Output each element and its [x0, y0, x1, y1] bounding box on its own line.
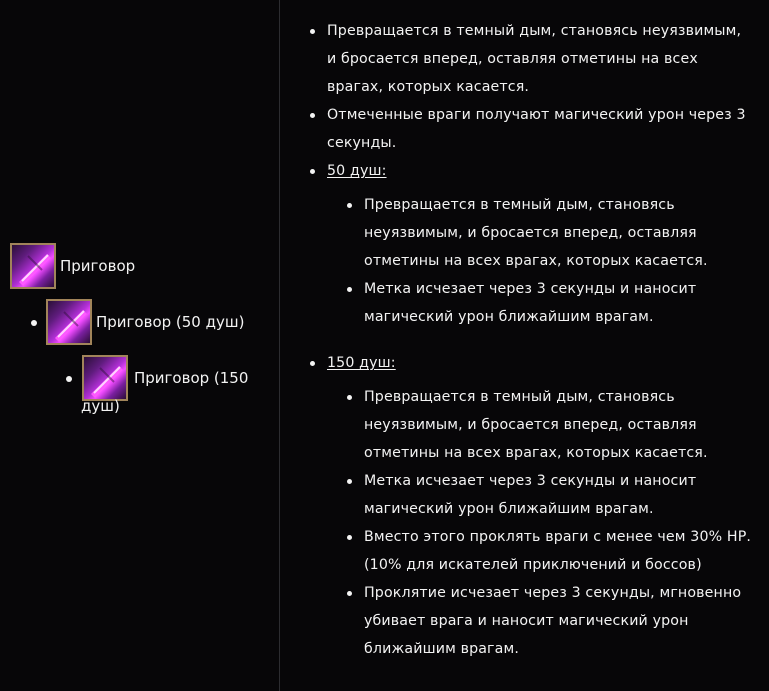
- skill-grandchild-label-line1: Приговор (150: [134, 369, 249, 387]
- description-line: Превращается в темный дым, становясь неуязвимым,: [327, 23, 742, 39]
- description-line: Вместо этого проклять враги с менее чем 30% НР.: [364, 529, 752, 545]
- description-line: Метка исчезает через 3 секунды и наносит: [364, 473, 697, 489]
- section-50-item: [364, 191, 708, 275]
- section-150-title[interactable]: 150 душ:: [327, 355, 396, 371]
- section-150-heading-item: [327, 349, 396, 377]
- bullet-icon: [31, 320, 37, 326]
- skill-grandchild-label-line2: душ): [81, 397, 120, 415]
- purple-slash-skill-icon[interactable]: [46, 299, 92, 345]
- description-line: неуязвимым, и бросается вперед, оставляя: [364, 225, 697, 241]
- skill-root[interactable]: [10, 243, 135, 289]
- description-line: убивает врага и наносит магический урон: [364, 613, 689, 629]
- skill-tree-panel: [0, 0, 279, 691]
- section-150-item: [364, 467, 696, 523]
- description-line: Отмеченные враги получают магический урон через 3: [327, 107, 746, 123]
- purple-slash-skill-icon[interactable]: [10, 243, 56, 289]
- description-line: магический урон ближайшим врагам.: [364, 501, 654, 517]
- section-150-item: [364, 523, 751, 579]
- description-line: Превращается в темный дым, становясь: [364, 389, 675, 405]
- section-150-item: [364, 579, 741, 663]
- description-line: секунды.: [327, 135, 397, 151]
- description-line: ближайшим врагам.: [364, 641, 519, 657]
- section-50-heading-item: [327, 157, 387, 185]
- bullet-icon: [66, 376, 72, 382]
- section-150-item: [364, 383, 708, 467]
- description-item: [327, 101, 746, 157]
- skill-child-label: Приговор (50 душ): [96, 313, 245, 331]
- description-line: и бросается вперед, оставляя отметины на всех: [327, 51, 698, 67]
- skill-child[interactable]: [46, 299, 244, 345]
- skill-grandchild-label: [81, 367, 274, 417]
- description-line: Проклятие исчезает через 3 секунды, мгновенно: [364, 585, 742, 601]
- description-line: Метка исчезает через 3 секунды и наносит: [364, 281, 697, 297]
- section-50-title[interactable]: 50 душ:: [327, 163, 387, 179]
- description-line: отметины на всех врагах, которых касается.: [364, 253, 708, 269]
- section-50-item: [364, 275, 696, 331]
- description-line: магический урон ближайшим врагам.: [364, 309, 654, 325]
- skill-description-panel: [280, 0, 769, 691]
- description-line: неуязвимым, и бросается вперед, оставляя: [364, 417, 697, 433]
- description-item: [327, 17, 741, 101]
- description-line: врагах, которых касается.: [327, 79, 530, 95]
- description-line: (10% для искателей приключений и боссов): [364, 557, 702, 573]
- description-line: отметины на всех врагах, которых касается.: [364, 445, 708, 461]
- skill-root-label: Приговор: [60, 257, 136, 275]
- description-line: Превращается в темный дым, становясь: [364, 197, 675, 213]
